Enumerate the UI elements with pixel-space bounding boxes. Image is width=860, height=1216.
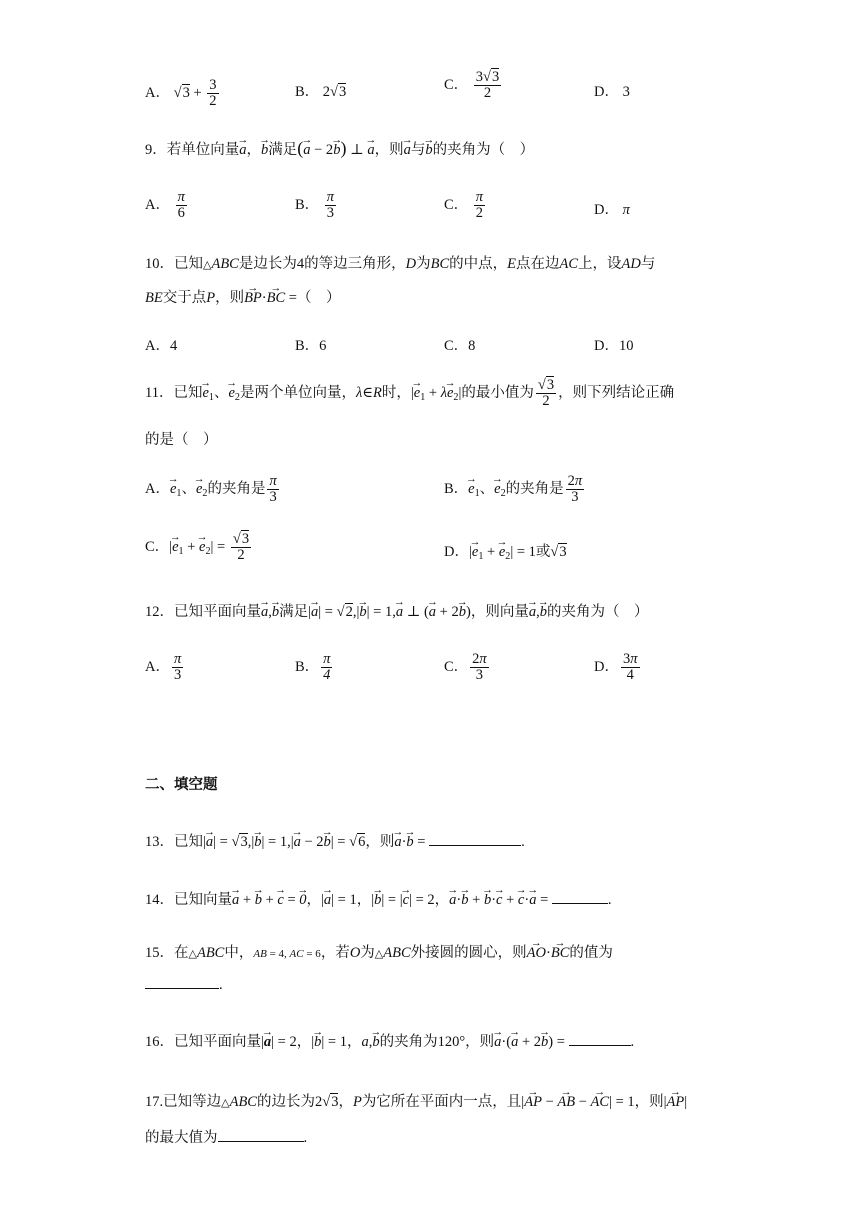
question-number: 17. [145, 1094, 164, 1110]
q15-stem-line1: 15．在△ABC中，AB = 4, AC = 6，若O为△ABC外接圆的圆心，则→ AO·→ BC的值为 [145, 941, 613, 962]
q11-option-b: B．→ $e_1$、→ $e_2$的夹角是 $\frac{2\pi}{3}$ [444, 474, 586, 505]
q8-option-a [145, 78, 221, 109]
option-letter: B． [444, 481, 469, 498]
q16-stem: 16．已知平面向量|→ a| = 2，|→ b| = 1，a,→ b的夹角为120°，则→ a·(→ a + 2→ b) = . [145, 1030, 634, 1051]
q12-option-b: B． $\frac{\pi}{4}$ [295, 651, 331, 684]
option-text: 8 [468, 338, 476, 354]
q9-option-c: C． $\frac{\pi}{2}$ [444, 189, 484, 222]
q10-stem-line2: BE交于点P，则→ BP·→ BC =（ ） [145, 286, 340, 307]
option-letter: D． [594, 338, 619, 354]
q9-option-a: A． $\frac{\pi}{6}$ [145, 189, 185, 222]
option-text: 10 [618, 338, 634, 354]
q12-option-a: A． $\frac{\pi}{3}$ [145, 651, 182, 684]
q13-stem: 13．已知|→ a| = √3,|→ b| = 1,|→ a − 2→ b| = √6，则→ a·→ b = . [145, 830, 525, 851]
q11-option-d: D．|→ $e_1$ + → $e_2| = 1$或√3 [444, 540, 567, 562]
q10-option-c [444, 334, 475, 355]
question-number: 12． [145, 604, 174, 620]
math-expression: √3 + $\frac{3}{2}$ [173, 77, 217, 110]
question-number: 14． [145, 892, 174, 908]
option-letter: B． [295, 338, 320, 354]
option-letter: C． [444, 338, 469, 354]
option-letter: A． [145, 481, 170, 498]
math-expression: 3 [622, 84, 630, 100]
q11-option-a: A．→ $e_1$、→ $e_2$的夹角是 $\frac{\pi}{3}$ [145, 474, 281, 505]
option-letter: B． [295, 84, 320, 100]
q8-option-b [295, 80, 346, 101]
q9-option-d: D． π [594, 202, 630, 218]
option-letter: D． [594, 84, 619, 100]
option-letter: B． [295, 659, 320, 676]
question-number: 9． [145, 142, 167, 158]
option-letter: D． [594, 659, 619, 676]
option-letter: C． [444, 197, 469, 214]
q9-stem: 9．若单位向量→ a，→ b满足(→ a − 2→ b) ⊥ → a，则→ a与→ b的夹角为（ ） [145, 138, 534, 159]
q17-stem-line1: 17.已知等边△ABC的边长为2√3，P为它所在平面内一点，且|→ AP − → AB − → AC| = 1，则|→ AP| [145, 1090, 687, 1111]
option-letter: C． [145, 539, 170, 556]
q17-stem-line2: 的最大值为 . [145, 1130, 308, 1146]
q9-option-b: B． $\frac{\pi}{3}$ [295, 189, 335, 222]
section-heading: 二、填空题 [145, 777, 218, 793]
question-number: 11． [145, 385, 174, 402]
q10-stem-line1: 10．已知△ABC是边长为4的等边三角形，D为BC的中点，E点在边AC上，设AD与 [145, 256, 656, 272]
q8-option-d [594, 80, 630, 101]
math-expression: $\frac{3√3}{2}$ [475, 69, 500, 102]
question-number: 15． [145, 945, 174, 961]
option-letter: D． [444, 544, 469, 560]
q11-option-c: C．|→ $e_1$ + → $e_2|$ = $\frac{√3}{2}$ [145, 532, 253, 563]
option-letter: C． [444, 77, 469, 94]
q14-stem: 14．已知向量→ a + → b + → c = → 0，|→ a| = 1，|→ b| = |→ c| = 2，→ a·→ b + → b·→ c + → c·→ a = . [145, 888, 612, 909]
option-letter: A． [145, 659, 170, 676]
option-letter: C． [444, 659, 469, 676]
q10-option-b [295, 334, 326, 355]
option-text: 4 [169, 338, 178, 354]
option-letter: D． [594, 202, 619, 218]
option-letter: B． [295, 197, 320, 214]
q15-stem-line2: . [145, 976, 223, 994]
question-number: 16． [145, 1034, 174, 1050]
q12-option-d: D． $\frac{3\pi}{4}$ [594, 651, 638, 684]
q10-option-a [145, 334, 177, 355]
q8-option-c [444, 70, 503, 101]
question-number: 13． [145, 834, 174, 850]
math-expression: 2√3 [322, 84, 347, 100]
option-letter: A． [145, 85, 170, 102]
option-letter: A． [145, 338, 170, 354]
option-text: 6 [319, 338, 327, 354]
q10-option-d [594, 334, 633, 355]
option-letter: A． [145, 197, 170, 214]
question-number: 10． [145, 256, 174, 272]
q11-stem-line1: 11．已知→ $e_1$、→ $e_2$是两个单位向量，λ∈R时，|→ $e_1 + \lambda\to e_2|$的最小值为 $\frac{√3}{2}$ ，则下列结论正确 [145, 378, 674, 409]
q12-stem: 12．已知平面向量→ a,→ b满足|→ a| = √2,|→ b| = 1,→ a ⊥ (→ a + 2→ b)，则向量→ a,→ b的夹角为（ ） [145, 600, 648, 621]
q12-option-c: C． $\frac{2\pi}{3}$ [444, 651, 487, 684]
q11-stem-line2: 的是（ ） [145, 432, 218, 448]
